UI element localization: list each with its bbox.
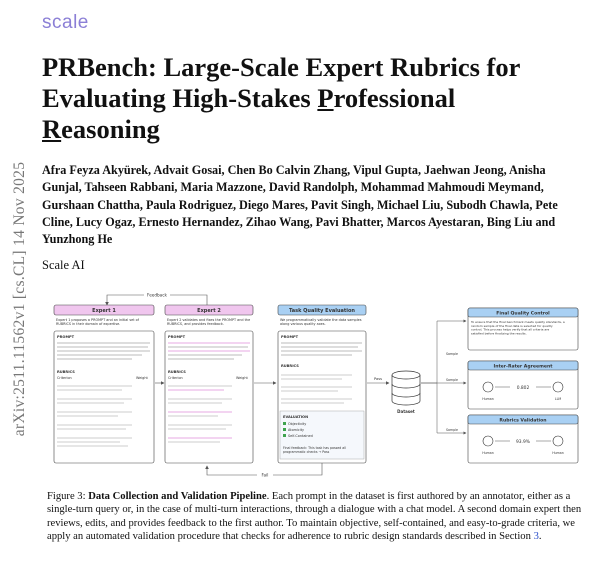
svg-text:RUBRICS: RUBRICS — [281, 364, 299, 368]
svg-text:Objectivity: Objectivity — [288, 422, 307, 426]
svg-text:Atomicity: Atomicity — [288, 428, 305, 432]
svg-text:Sample: Sample — [446, 428, 458, 432]
svg-text:Sample: Sample — [446, 378, 458, 382]
final-qc-desc: To ensure that the final benchmark meets quality standards, a random sample of the final data is selected for quality control. This process helps verify that all criteria are satisfied before finalizing the results. — [471, 320, 565, 336]
feedback-label: Feedback — [147, 292, 167, 298]
figure-caption: Figure 3: Data Collection and Validation Pipeline. Each prompt in the dataset is first authored by an annotator, either as a single-turn query or, in the case of multi-turn interactions, through a dialogue with a chat model. A second domain expert then reviews, edits, and provides feedback to the first author. To maintain objective, self-contained, and easy-to-grade criteria, we apply an automated validation procedure that checks for adherence to rubric design standards described in Section 3. — [47, 491, 582, 543]
fail-label: Fail — [261, 472, 269, 478]
svg-text:Expert 1: Expert 1 — [92, 308, 116, 314]
svg-text:Weight: Weight — [236, 376, 248, 380]
svg-text:93.9%: 93.9% — [516, 440, 530, 445]
dataset-icon — [392, 371, 420, 405]
svg-text:RUBRICS: RUBRICS — [168, 370, 186, 374]
title-line-3: Reasoning — [42, 114, 160, 144]
svg-text:RUBRICS: RUBRICS — [57, 370, 75, 374]
expert1-desc: Expert 1 proposes a PROMPT and an initial set of RUBRICS in their domain of expertise. — [56, 318, 139, 326]
title-line-1: PRBench: Large-Scale Expert Rubrics for — [42, 52, 521, 82]
svg-text:Expert 2: Expert 2 — [197, 308, 221, 314]
paper-title — [42, 52, 562, 145]
svg-text:PROMPT: PROMPT — [281, 335, 299, 339]
svg-text:Weight: Weight — [136, 376, 148, 380]
svg-text:Human: Human — [482, 397, 494, 401]
expert2-desc: Expert 2 validates and fixes the PROMPT and the RUBRICS, and provides feedback. — [167, 318, 251, 326]
svg-text:Sample: Sample — [446, 352, 458, 356]
dataset-label: Dataset — [397, 409, 415, 414]
svg-text:Criterion: Criterion — [168, 376, 183, 380]
svg-text:Rubrics Validation: Rubrics Validation — [499, 418, 547, 424]
author-list: Afra Feyza Akyürek, Advait Gosai, Chen Bo Calvin Zhang, Vipul Gupta, Jaehwan Jeong, Anisha Gunjal, Tahseen Rabbani, Maria Mazzone, David Randolph, Mohammad Mahmoudi Meymand, Gurshaan Chattha, Paula Rodriguez, Diego Mares, Pavit Singh, Michael Liu, Subodh Chawla, Pete Cline, Lucy Ogaz, Ernesto Hernandez, Zihao Wang, Pavi Bhatter, Marcos Ayestaran, Bing Liu and Yunzhong He — [42, 163, 558, 247]
svg-text:0.802: 0.802 — [516, 386, 530, 391]
scale-logo: scale — [42, 12, 89, 33]
tqe-desc: We programmatically validate the data samples along various quality axes. — [280, 318, 362, 326]
svg-text:Pass: Pass — [374, 377, 382, 381]
arxiv-identifier: arXiv:2511.11562v1 [cs.CL] 14 Nov 2025 — [11, 161, 28, 437]
section-ref-link[interactable]: 3 — [533, 531, 539, 543]
svg-text:Self-Contained: Self-Contained — [288, 434, 313, 438]
svg-text:Inter-Rater Agreement: Inter-Rater Agreement — [493, 364, 553, 370]
svg-text:Final Quality Control: Final Quality Control — [496, 311, 550, 317]
svg-text:PROMPT: PROMPT — [57, 335, 75, 339]
svg-text:Human: Human — [482, 451, 494, 455]
svg-text:Criterion: Criterion — [57, 376, 72, 380]
pipeline-figure — [52, 283, 587, 483]
svg-text:Task Quality Evaluation: Task Quality Evaluation — [289, 308, 355, 314]
affiliation: Scale AI — [42, 258, 85, 272]
title-line-2: Evaluating High-Stakes Professional — [42, 83, 456, 113]
svg-text:Final feedback: This task has: Final feedback: This task has passed all programmatic checks → Pass — [283, 446, 347, 454]
svg-text:Human: Human — [552, 451, 564, 455]
svg-text:LLM: LLM — [554, 397, 562, 401]
svg-text:EVALUATION: EVALUATION — [283, 415, 309, 419]
svg-text:PROMPT: PROMPT — [168, 335, 186, 339]
